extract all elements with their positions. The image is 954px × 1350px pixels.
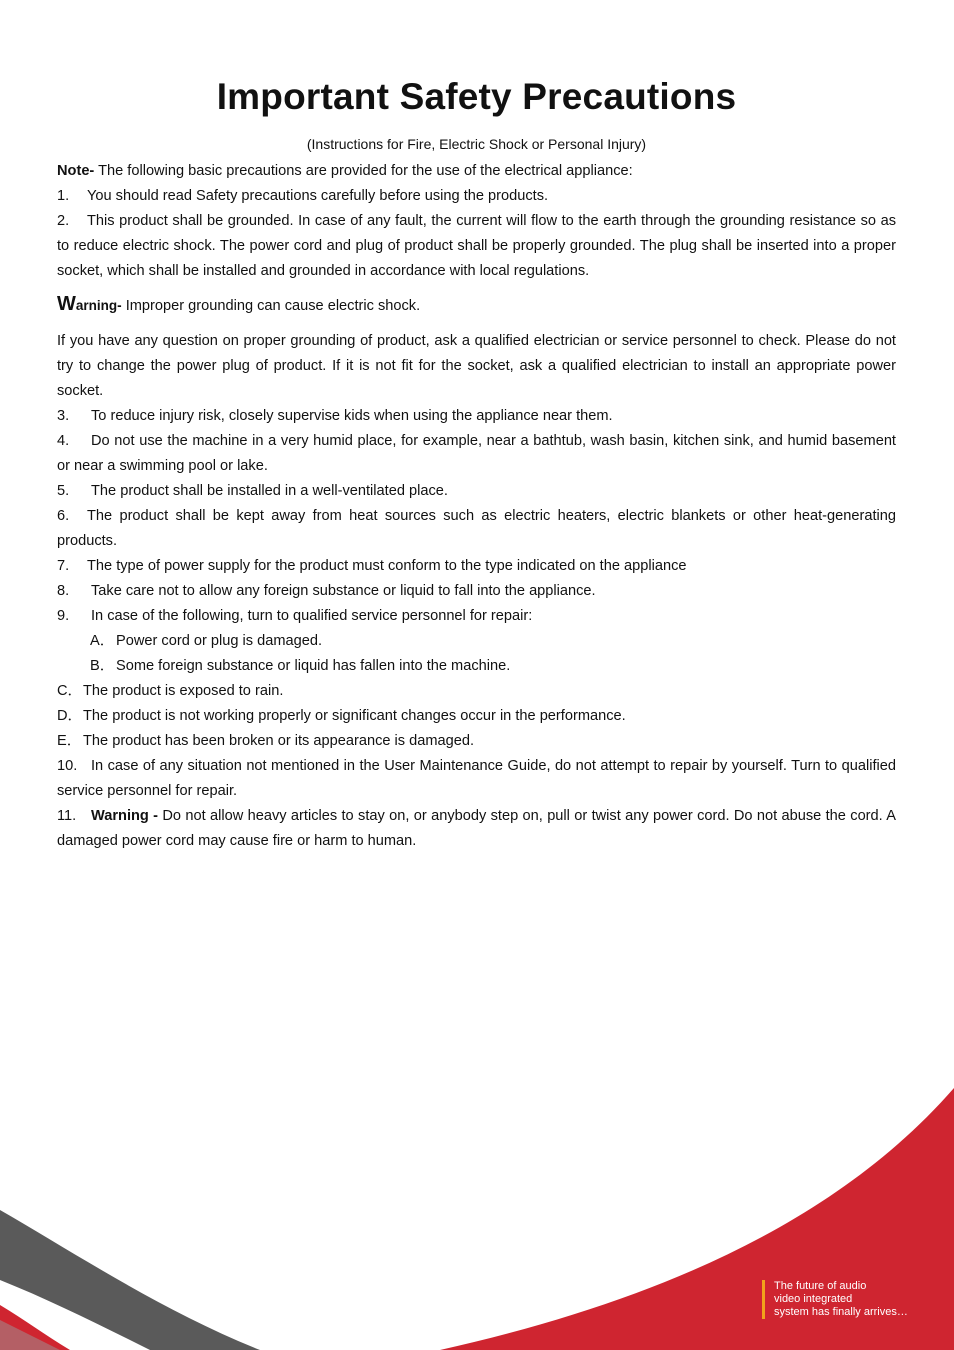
footer-tagline	[762, 1280, 908, 1319]
sub-item-text: The product has been broken or its appearance is damaged.	[83, 733, 475, 749]
item-warning-label: Warning -	[91, 808, 159, 824]
item-text: This product shall be grounded. In case of any fault, the current will flow to the earth through the grounding resistance so as to reduce electric shock. The power cord and plug of product shall be properly grounded. The plug shall be inserted into a proper socket, which shall be installed and grounded in accordance with local regulations.	[57, 213, 896, 279]
precautions-body	[57, 159, 896, 854]
item-number: 10.	[57, 758, 78, 774]
item-number: 2.	[57, 213, 70, 229]
sub-item-text: The product is exposed to rain.	[83, 683, 284, 699]
item-number: 11.	[57, 808, 77, 824]
sub-item-letter: B．	[90, 658, 115, 674]
item-text: To reduce injury risk, closely supervise kids when using the appliance near them.	[91, 408, 613, 424]
item-text: In case of the following, turn to qualified service personnel for repair:	[91, 608, 533, 624]
item-text: The type of power supply for the product must conform to the type indicated on the appliance	[87, 558, 687, 574]
warning-text: Improper grounding can cause electric shock.	[121, 298, 421, 314]
note-paragraph	[57, 159, 896, 184]
item-number: 9.	[57, 608, 70, 624]
sub-item-letter: D．	[57, 708, 83, 724]
sub-item-text: Power cord or plug is damaged.	[116, 633, 323, 649]
list-item	[57, 754, 896, 804]
sub-item-text: Some foreign substance or liquid has fallen into the machine.	[116, 658, 511, 674]
item-text: The product shall be kept away from heat sources such as electric heaters, electric blankets or other heat-generating products.	[57, 508, 896, 549]
item-number: 4.	[57, 433, 70, 449]
item-text: In case of any situation not mentioned in the User Maintenance Guide, do not attempt to repair by yourself. Turn to qualified service personnel for repair.	[57, 758, 896, 799]
sub-item-text: The product is not working properly or significant changes occur in the performance.	[83, 708, 626, 724]
tagline-line: video integrated	[774, 1293, 853, 1305]
list-item	[57, 429, 896, 479]
item-number: 5.	[57, 483, 70, 499]
list-item	[57, 479, 896, 504]
list-item	[57, 804, 896, 854]
item-text: The product shall be installed in a well-ventilated place.	[91, 483, 448, 499]
list-item	[57, 504, 896, 554]
list-item	[57, 209, 896, 284]
page-title: Important Safety Precautions	[216, 76, 737, 117]
item-text: You should read Safety precautions carefully before using the products.	[87, 188, 549, 204]
item-number: 1.	[57, 188, 70, 204]
item-number: 7.	[57, 558, 70, 574]
tagline-line: system has finally arrives…	[774, 1306, 908, 1318]
list-item	[57, 604, 896, 629]
item-number: 8.	[57, 583, 70, 599]
warning-initial: W	[57, 293, 76, 315]
sub-item-letter: A．	[90, 633, 115, 649]
sub-item	[57, 704, 896, 729]
warning-label: arning-	[75, 298, 122, 313]
sub-item	[57, 729, 896, 754]
item-text: Do not allow heavy articles to stay on, or anybody step on, pull or twist any power cord. Do not abuse the cord. A damaged power cord may cause fire or harm to human.	[57, 808, 896, 849]
note-text: The following basic precautions are provided for the use of the electrical appliance:	[94, 163, 633, 179]
sub-item	[57, 629, 896, 654]
list-item	[57, 554, 896, 579]
sub-item	[57, 679, 896, 704]
grounding-paragraph: If you have any question on proper grounding of product, ask a qualified electrician or service personnel to check. Please do not try to change the power plug of product. If it is not fit for the socket, ask a qualified electrician to install an appropriate power socket.	[57, 333, 896, 399]
tagline-line: The future of audio	[774, 1280, 867, 1292]
item-text: Do not use the machine in a very humid place, for example, near a bathtub, wash basin, kitchen sink, and humid basement or near a swimming pool or lake.	[57, 433, 896, 474]
note-label: Note-	[57, 163, 95, 179]
item-text: Take care not to allow any foreign substance or liquid to fall into the appliance.	[91, 583, 596, 599]
warning-paragraph	[57, 290, 896, 320]
sub-item	[57, 654, 896, 679]
gray-swoosh	[0, 1210, 260, 1350]
sub-item-letter: E．	[57, 733, 82, 749]
list-item	[57, 404, 896, 429]
item-number: 6.	[57, 508, 70, 524]
list-item	[57, 184, 896, 209]
sub-item-letter: C．	[57, 683, 83, 699]
item-number: 3.	[57, 408, 70, 424]
page-subtitle: (Instructions for Fire, Electric Shock or Personal Injury)	[306, 136, 647, 152]
list-item	[57, 579, 896, 604]
